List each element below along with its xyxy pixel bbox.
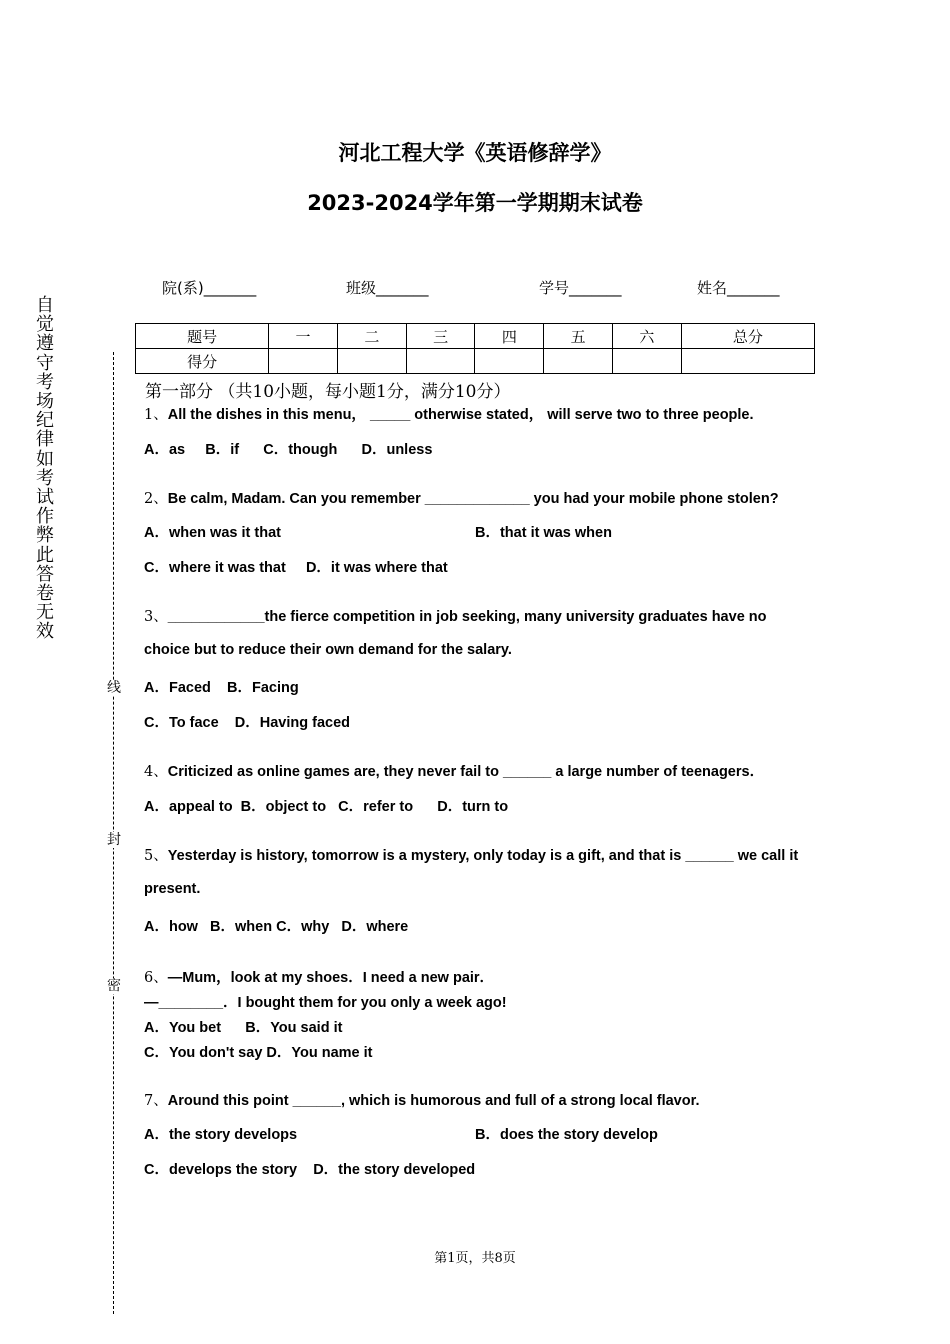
question-number: 7、 <box>144 1093 168 1109</box>
score-cell: 五 <box>544 324 613 349</box>
question-text: ____________the fierce competition in job seeking, many university graduates have no <box>167 609 767 625</box>
score-entry-cell <box>475 349 544 374</box>
score-table-score-row <box>136 349 815 374</box>
section-title: 第一部分 （共10小题，每小题1分，满分10分） <box>145 382 511 402</box>
score-cell: 六 <box>613 324 682 349</box>
question-5-text-continued: present. <box>144 881 201 897</box>
question-6-line-2: —________．I bought them for you only a week ago! <box>144 995 507 1011</box>
question-text: All the dishes in this menu， _____ otherwise stated， will serve two to three people. <box>167 407 754 423</box>
question-3-options-ab: A．Faced B．Facing <box>144 680 299 696</box>
question-1-options: A．as B．if C．though D．unless <box>144 442 433 458</box>
score-entry-cell <box>269 349 338 374</box>
question-6-options-cd: C．You don't say D．You name it <box>144 1045 373 1061</box>
question-5-options: A．how B．when C．why D．where <box>144 919 409 935</box>
score-cell: 一 <box>269 324 338 349</box>
question-1 <box>144 403 754 424</box>
binding-mark-seal: 封 <box>107 832 121 848</box>
question-2-option-a: A．when was it that <box>144 525 281 541</box>
question-6-options-ab: A．You bet B．You said it <box>144 1020 343 1036</box>
question-text: —Mum，look at my shoes．I need a new pair． <box>167 970 495 986</box>
score-table-header-row <box>136 324 815 349</box>
question-text: Yesterday is history, tomorrow is a mystery, only today is a gift, and that is ______ we call it <box>167 848 799 864</box>
binding-mark-secret: 密 <box>107 978 121 994</box>
score-cell: 四 <box>475 324 544 349</box>
score-entry-cell <box>406 349 475 374</box>
score-entry-cell <box>544 349 613 374</box>
exam-title-line2: 2023-2024学年第一学期期末试卷 <box>307 191 643 215</box>
score-entry-cell <box>337 349 406 374</box>
exam-title-line1: 河北工程大学《英语修辞学》 <box>338 141 612 165</box>
question-4 <box>144 760 764 781</box>
binding-warning-text: 自觉遵守考场纪律如考试作弊此答卷无效 <box>36 295 54 643</box>
score-cell: 三 <box>406 324 475 349</box>
question-7-options-cd: C．develops the story D．the story developed <box>144 1162 476 1178</box>
field-class: 班级_______ <box>346 279 429 297</box>
question-2-options-cd: C．where it was that D．it was where that <box>144 560 448 576</box>
question-text: Be calm, Madam. Can you remember _____________ you had your mobile phone stolen? <box>167 491 779 507</box>
question-7 <box>144 1089 699 1110</box>
binding-mark-line: 线 <box>107 680 121 696</box>
question-3 <box>144 605 767 626</box>
question-6 <box>144 966 494 987</box>
field-student-id: 学号_______ <box>539 279 622 297</box>
question-text: Around this point ______, which is humorous and full of a strong local flavor. <box>167 1093 700 1109</box>
question-number: 2、 <box>144 491 168 507</box>
question-7-option-a: A．the story develops <box>144 1127 298 1143</box>
score-entry-cell <box>681 349 814 374</box>
score-cell: 得分 <box>136 349 269 374</box>
score-cell: 二 <box>337 324 406 349</box>
question-2-option-b: B．that it was when <box>475 525 612 541</box>
question-7-option-b: B．does the story develop <box>475 1127 658 1143</box>
field-name: 姓名_______ <box>697 279 780 297</box>
question-number: 3、 <box>144 609 168 625</box>
question-number: 1、 <box>144 407 168 423</box>
score-entry-cell <box>613 349 682 374</box>
field-department: 院(系)_______ <box>162 279 257 297</box>
question-number: 4、 <box>144 764 168 780</box>
question-3-text-continued: choice but to reduce their own demand for the salary. <box>144 642 512 658</box>
question-5 <box>144 844 798 865</box>
question-2 <box>144 487 779 508</box>
question-3-options-cd: C．To face D．Having faced <box>144 715 350 731</box>
question-text: Criticized as online games are, they never fail to ______ a large number of teenagers． <box>167 764 765 780</box>
question-number: 6、 <box>144 970 168 986</box>
score-cell: 总分 <box>681 324 814 349</box>
page-number: 第1页，共8页 <box>434 1251 516 1266</box>
score-table <box>135 323 815 374</box>
question-4-options: A．appeal to B．object to C．refer to D．turn to <box>144 799 509 815</box>
score-cell: 题号 <box>136 324 269 349</box>
question-number: 5、 <box>144 848 168 864</box>
